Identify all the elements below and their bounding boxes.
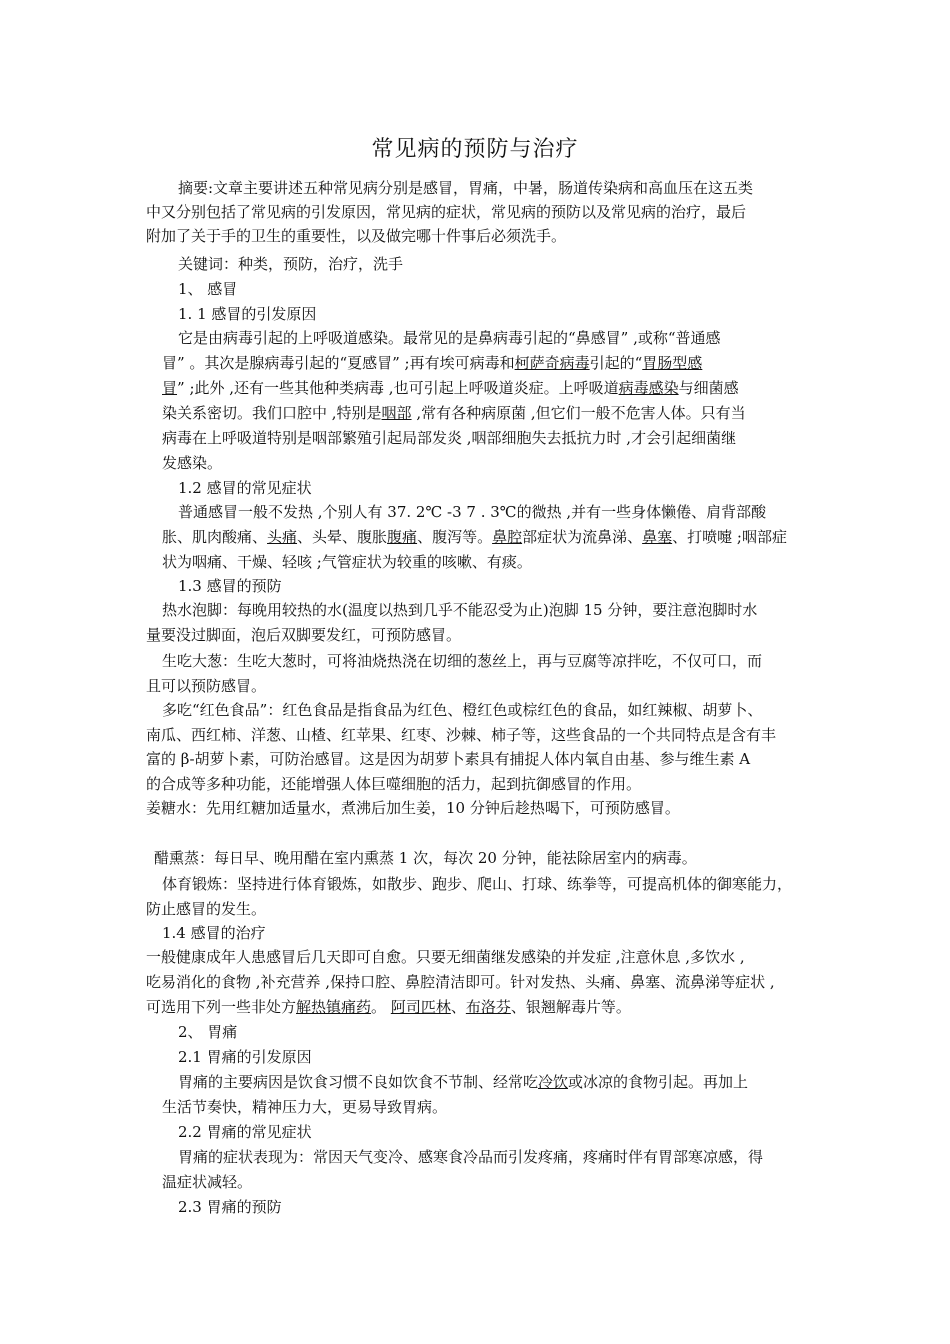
abstract-line: 附加了关于手的卫生的重要性，以及做完哪十件事后必须洗手。 bbox=[146, 227, 567, 245]
subsection-2-2-heading: 2.2 胃痛的常见症状 bbox=[178, 1123, 312, 1141]
text-span: ” ;此外 ,还有一些其他种类病毒 ,也可引起上呼吸道炎症。上呼吸道 bbox=[177, 379, 619, 397]
link-coxsackievirus[interactable]: 柯萨奇病毒 bbox=[514, 354, 590, 372]
section-1-heading: 1、 感冒 bbox=[178, 280, 238, 298]
prevention-exercise bbox=[146, 872, 836, 921]
text-line: 生吃大葱：生吃大葱时，可将油烧热浇在切细的葱丝上，再与豆腐等凉拌吃，不仅可口，而 bbox=[162, 652, 763, 670]
text-span: 、头晕、腹胀 bbox=[297, 528, 388, 546]
link-nasal-congestion[interactable]: 鼻塞 bbox=[642, 528, 673, 546]
link-gastrointestinal-cold[interactable]: 胃肠型感 bbox=[642, 354, 703, 372]
link-gastrointestinal-cold-cont[interactable]: 冒 bbox=[162, 379, 178, 397]
subsection-1-4-heading: 1.4 感冒的治疗 bbox=[162, 924, 266, 942]
paragraph-1-2 bbox=[162, 500, 822, 575]
link-cold-drinks[interactable]: 冷饮 bbox=[538, 1073, 569, 1091]
abstract-line: 中又分别包括了常见病的引发原因，常见病的症状，常见病的预防以及常见病的治疗，最后 bbox=[146, 203, 747, 221]
text-line: 量要没过脚面，泡后双脚要发红，可预防感冒。 bbox=[146, 625, 462, 644]
subsection-1-3-heading: 1.3 感冒的预防 bbox=[178, 577, 282, 595]
text-line bbox=[162, 1070, 822, 1095]
text-span: 、腹泻等。 bbox=[417, 528, 493, 546]
document-title: 常见病的预防与治疗 bbox=[371, 137, 579, 162]
text-line: 普通感冒一般不发热 ,个别人有 37. 2℃ -3 7 . 3℃的微热 ,并有一些身体懒倦、肩背部酸 bbox=[178, 503, 767, 521]
text-span: 、银翘解毒片等。 bbox=[510, 998, 631, 1016]
text-line: 的合成等多种功能，还能增强人体巨噬细胞的活力，起到抗御感冒的作用。 bbox=[146, 774, 642, 793]
link-pharynx[interactable]: 咽部 bbox=[381, 404, 412, 422]
text-line: 体育锻炼：坚持进行体育锻炼，如散步、跑步、爬山、打球、练拳等，可提高机体的御寒能力， bbox=[162, 875, 793, 893]
text-span: 。 bbox=[371, 998, 391, 1016]
link-nasal-cavity[interactable]: 鼻腔 bbox=[492, 528, 523, 546]
text-span: 胃痛的主要病因是饮食习惯不良如饮食不节制、经常吃 bbox=[178, 1073, 539, 1091]
text-span: 、 bbox=[450, 998, 466, 1016]
prevention-ginger-sugar-water: 姜糖水：先用红糖加适量水，煮沸后加生姜，10 分钟后趁热喝下，可预防感冒。 bbox=[146, 799, 680, 817]
text-span: 部症状为流鼻涕、 bbox=[522, 528, 643, 546]
text-line: 且可以预防感冒。 bbox=[146, 676, 267, 695]
text-span: 胀、肌肉酸痛、 bbox=[162, 528, 268, 546]
text-span: 染关系密切。我们口腔中 ,特别是 bbox=[162, 404, 382, 422]
abstract-line: 摘要:文章主要讲述五种常见病分别是感冒，胃痛，中暑，肠道传染病和高血压在这五类 bbox=[178, 179, 754, 197]
text-line: 富的 β-胡萝卜素，可防治感冒。这是因为胡萝卜素具有捕捉人体内氧自由基、参与维生素 A bbox=[146, 750, 751, 768]
subsection-1-1-heading: 1. 1 感冒的引发原因 bbox=[178, 305, 317, 323]
text-span: 与细菌感 bbox=[678, 379, 739, 397]
subsection-2-1-heading: 2.1 胃痛的引发原因 bbox=[178, 1048, 312, 1066]
text-line bbox=[162, 525, 822, 550]
subsection-2-3-heading: 2.3 胃痛的预防 bbox=[178, 1198, 282, 1216]
text-span: 引起的“ bbox=[589, 354, 643, 372]
link-abdominal-pain[interactable]: 腹痛 bbox=[387, 528, 418, 546]
text-line bbox=[162, 376, 822, 401]
paragraph-1-4 bbox=[146, 945, 836, 1020]
link-headache[interactable]: 头痛 bbox=[267, 528, 298, 546]
text-span: ,常有各种病原菌 ,但它们一般不危害人体。只有当 bbox=[411, 404, 746, 422]
text-line: 一般健康成年人患感冒后几天即可自愈。只要无细菌继发感染的并发症 ,注意休息 ,多饮水 , bbox=[146, 948, 745, 966]
prevention-vinegar-fumigation: 醋熏蒸：每日早、晚用醋在室内熏蒸 1 次，每次 20 分钟，能祛除居室内的病毒。 bbox=[154, 849, 697, 867]
text-span: 或冰凉的食物引起。再加上 bbox=[568, 1073, 749, 1091]
text-line bbox=[162, 401, 822, 426]
paragraph-2-2 bbox=[162, 1145, 822, 1195]
keywords: 关键词：种类，预防，治疗，洗手 bbox=[178, 255, 404, 273]
text-line: 吃易消化的食物 ,补充营养 ,保持口腔、鼻腔清洁即可。针对发热、头痛、鼻塞、流鼻涕等症状 , bbox=[146, 973, 775, 991]
text-line: 它是由病毒引起的上呼吸道感染。最常见的是鼻病毒引起的“鼻感冒” ,或称“普通感 bbox=[178, 329, 721, 347]
text-span: 可选用下列一些非处方 bbox=[146, 998, 297, 1016]
text-line: 多吃“红色食品”：红色食品是指食品为红色、橙红色或棕红色的食品，如红辣椒、胡萝卜、 bbox=[162, 701, 763, 719]
prevention-hot-water-foot-bath bbox=[146, 598, 836, 647]
abstract bbox=[146, 176, 826, 248]
paragraph-1-1 bbox=[162, 326, 822, 476]
text-line: 生活节奏快，精神压力大，更易导致胃病。 bbox=[162, 1098, 448, 1116]
text-line bbox=[146, 995, 836, 1020]
text-line: 热水泡脚：每晚用较热的水(温度以热到几乎不能忍受为止)泡脚 15 分钟，要注意泡脚时水 bbox=[162, 601, 758, 619]
subsection-1-2-heading: 1.2 感冒的常见症状 bbox=[178, 479, 312, 497]
section-2-heading: 2、 胃痛 bbox=[178, 1023, 238, 1041]
text-line: 温症状减轻。 bbox=[162, 1173, 253, 1191]
text-line: 南瓜、西红柿、洋葱、山楂、红苹果、红枣、沙棘、柿子等，这些食品的一个共同特点是含有丰 bbox=[146, 725, 777, 744]
text-span: 冒” 。其次是腺病毒引起的“夏感冒” ;再有埃可病毒和 bbox=[162, 354, 515, 372]
text-line: 状为咽痛、干燥、轻咳 ;气管症状为较重的咳嗽、有痰。 bbox=[162, 553, 532, 571]
text-line: 胃痛的症状表现为：常因天气变冷、感寒食冷品而引发疼痛，疼痛时伴有胃部寒凉感，得 bbox=[178, 1148, 764, 1166]
text-line bbox=[162, 351, 822, 376]
link-ibuprofen[interactable]: 布洛芬 bbox=[465, 998, 511, 1016]
text-line: 发感染。 bbox=[162, 454, 223, 472]
paragraph-2-1 bbox=[162, 1070, 822, 1120]
text-line: 防止感冒的发生。 bbox=[146, 899, 267, 918]
link-antipyretic-analgesics[interactable]: 解热镇痛药 bbox=[296, 998, 372, 1016]
link-viral-infection[interactable]: 病毒感染 bbox=[618, 379, 679, 397]
link-aspirin[interactable]: 阿司匹林 bbox=[390, 998, 451, 1016]
prevention-raw-scallion bbox=[146, 649, 836, 698]
text-line: 病毒在上呼吸道特别是咽部繁殖引起局部发炎 ,咽部细胞失去抵抗力时 ,才会引起细菌继 bbox=[162, 429, 737, 447]
text-span: 、打喷嚏 ;咽部症 bbox=[672, 528, 787, 546]
prevention-red-foods bbox=[146, 698, 836, 796]
